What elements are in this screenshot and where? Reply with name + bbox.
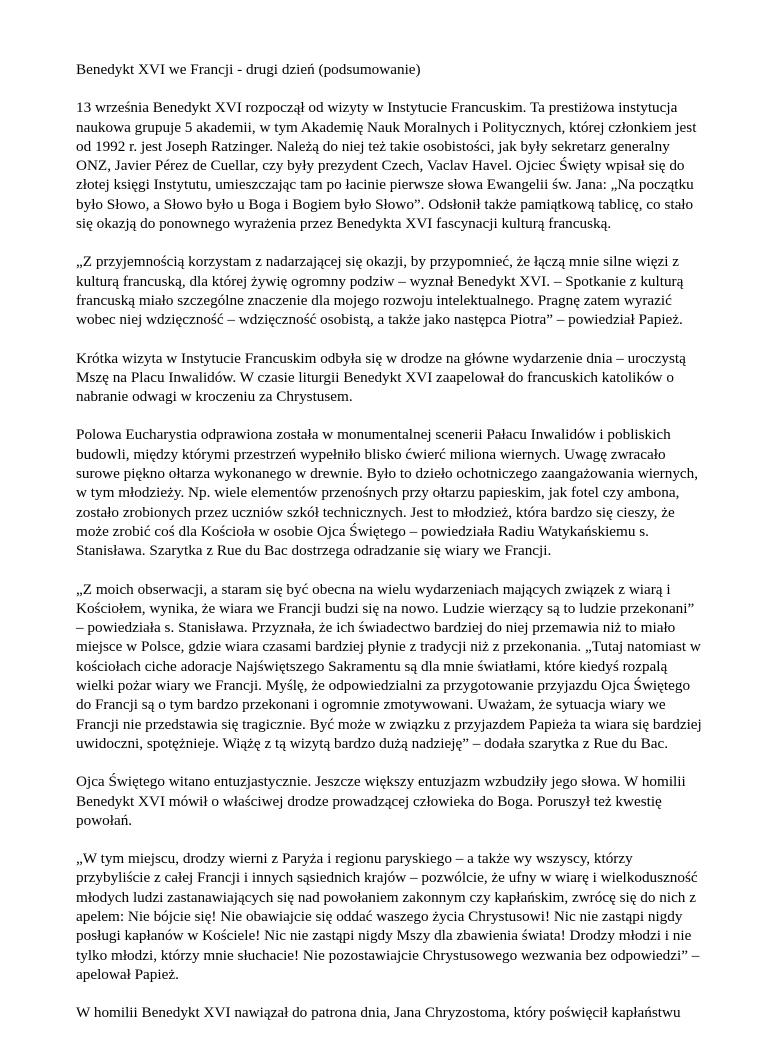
document-title: Benedykt XVI we Francji - drugi dzień (podsumowanie): [76, 61, 421, 78]
paragraph-mass-invalides: Krótka wizyta w Instytucie Francuskim odbyła się w drodze na główne wydarzenie dnia – uroczystą Mszę na Placu Inwalidów. W czasie liturgii Benedykt XVI zaapelował do francuskich katolików o nabranie odwagi w kroczeniu za Chrystusem.: [76, 349, 686, 406]
paragraph-eucharist-scenery: Polowa Eucharystia odprawiona została w monumentalnej scenerii Pałacu Inwalidów i pobliskich budowli, między którymi przestrzeń wypełniło blisko ćwierć miliona wiernych. Uwagę zwracało surowe piękno ołtarza wykonanego w drewnie. Było to dzieło ochotniczego zaangażowania wiernych, w tym młodzieży. Np. wiele elementów przenośnych przy ołtarzu papieskim, jak fotel czy ambona, zostało zrobionych przez uczniów szkół technicznych. Jest to młodzież, która bardzo się cieszy, że może zrobić coś dla Kościoła w osobie Ojca Świętego – powiedziała Radiu Watykańskiemu s. Stanisława. Szarytka z Rue du Bac dostrzega odradzanie się wiary we Francji.: [76, 426, 699, 560]
paragraph-institute-visit: 13 września Benedykt XVI rozpoczął od wizyty w Instytucie Francuskim. Ta prestiżowa instytucja naukowa grupuje 5 akademii, w tym Akademię Nauk Moralnych i Politycznych, której członkiem jest od 1992 r. jest Joseph Ratzinger. Należą do niej też takie osobistości, jak były sekretarz generalny ONZ, Javier Pérez de Cuellar, czy były prezydent Czech, Vaclav Havel. Ojciec Święty wpisał się do złotej księgi Instytutu, umieszczając tam po łacinie pierwsze słowa Ewangelii św. Jana: „Na początku było Słowo, a Słowo było u Boga i Bogiem było Słowo”. Odsłonił także pamiątkową tablicę, co stało się okazją do ponownego wyrażenia przez Benedykta XVI fascynacji kulturą francuską.: [76, 99, 697, 233]
paragraph-sister-stanislawa-quote: „Z moich obserwacji, a staram się być obecna na wielu wydarzeniach mających związek z wiarą i Kościołem, wynika, że wiara we Francji budzi się na nowo. Ludzie wierzący są to ludzie przekonani” – powiedziała s. Stanisława. Przyznała, że ich świadectwo bardziej do niej przemawia niż to miało miejsce w Polsce, gdzie wiara czasami bardziej płynie z tradycji niż z przekonania. „Tutaj natomiast w kościołach ciche adoracje Najświętszego Sakramentu są dla mnie światłami, które kiedyś rozpalą wielki pożar wiary we Francji. Myślę, że odpowiedzialni za przygotowanie przyjazdu Ojca Świętego do Francji są o tym bardzo przekonani i ogromnie zmotywowani. Uważam, że sytuacja wiary we Francji nie przedstawia się tragicznie. Być może w związku z przyjazdem Papieża ta wiara się bardziej uwidoczni, spotężnieje. Wiążę z tą wizytą bardzo dużą nadzieję” – dodała szarytka z Rue du Bac.: [76, 580, 702, 752]
document-page: [76, 60, 702, 1041]
paragraph-french-culture-quote: „Z przyjemnością korzystam z nadarzającej się okazji, by przypomnieć, że łączą mnie silne więzi z kulturą francuską, dla której żywię ogromny podziw – wyznał Benedykt XVI. – Spotkanie z kulturą francuską miało szczególne znaczenie dla mojego rozwoju intelektualnego. Pragnę zatem wyrazić wobec niej wdzięczność – wdzięczność osobistą, a także jako następca Piotra” – powiedział Papież.: [76, 253, 684, 329]
paragraph-vocations-appeal: „W tym miejscu, drodzy wierni z Paryża i regionu paryskiego – a także wy wszyscy, którzy przybyliście z całej Francji i innych sąsiednich krajów – pozwólcie, że ufny w wiarę i wielkoduszność młodych ludzi zastanawiających się nad powołaniem zakonnym czy kapłańskim, zwrócę się do nich z apelem: Nie bójcie się! Nie obawiajcie się oddać waszego życia Chrystusowi! Nic nie zastąpi nigdy posługi kapłanów w Kościele! Nic nie zastąpi nigdy Mszy dla zbawienia świata! Drodzy młodzi i nie tylko młodzi, którzy mnie słuchacie! Nie pozostawiajcie Chrystusowego wezwania bez odpowiedzi” – apelował Papież.: [76, 850, 700, 983]
paragraph-john-chrysostom: W homilii Benedykt XVI nawiązał do patrona dnia, Jana Chryzostoma, który poświęcił kapłaństwu: [76, 1004, 681, 1022]
paragraph-homily-intro: Ojca Świętego witano entuzjastycznie. Jeszcze większy entuzjazm wzbudziły jego słowa. W homilii Benedykt XVI mówił o właściwej drodze prowadzącej człowieka do Boga. Poruszył też kwestię powołań.: [76, 773, 686, 829]
